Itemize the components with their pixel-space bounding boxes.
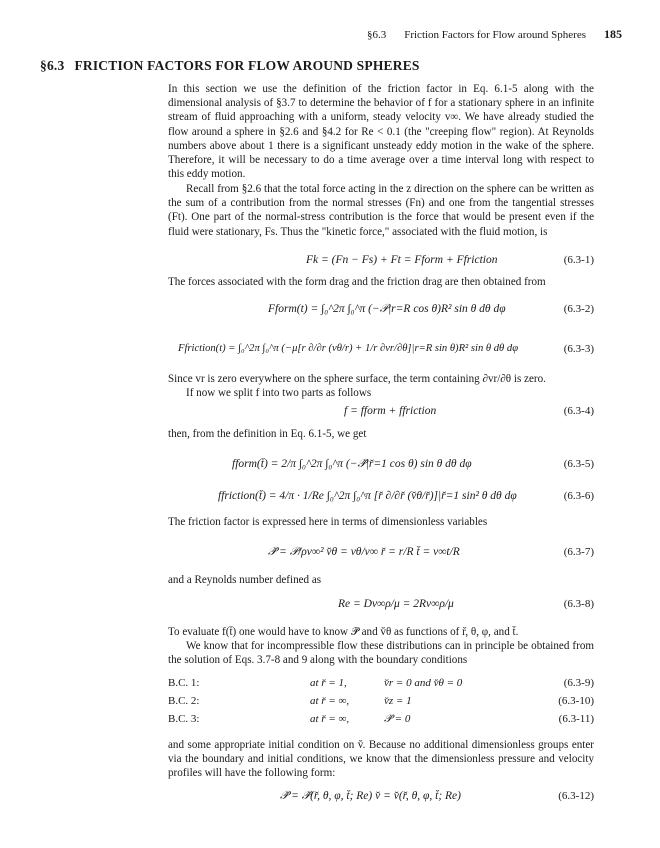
paragraph-text: We know that for incompressible flow these distributions can in principle be obtained from the solution of Eqs. 3.7-8 and 9 along with the boundary conditions xyxy=(168,640,594,667)
equation-body: 𝒫̆ = 𝒫/ρv∞² v̆θ = vθ/v∞ r̆ = r/R t̆ = v∞t/R xyxy=(268,546,460,558)
equation-number: (6.3-12) xyxy=(558,790,594,802)
paragraph-forces xyxy=(168,275,594,289)
equation-body: Fform(t) = ∫₀^2π ∫₀^π (−𝒫|r=R cos θ)R² sin θ dθ dφ xyxy=(268,303,506,315)
section-heading xyxy=(40,58,420,74)
paragraph-dimensionless xyxy=(168,515,594,529)
bc-label: B.C. 2: xyxy=(168,695,200,707)
bc-condition: at r̆ = ∞, xyxy=(310,695,350,707)
bc-value: v̆r = 0 and v̆θ = 0 xyxy=(384,677,463,689)
paragraph-evaluate xyxy=(168,625,594,668)
running-head-section: §6.3 xyxy=(366,29,387,41)
bc-label: B.C. 3: xyxy=(168,713,200,725)
paragraph-text: and some appropriate initial condition on v̆. Because no additional dimensionless groups enter via the boundary and initial conditions, we know that the dimensionless pressure and velocity profiles will have the following form: xyxy=(168,739,594,780)
equation-number: (6.3-6) xyxy=(563,490,594,502)
page-number: 185 xyxy=(604,27,622,41)
paragraph-text: and a Reynolds number defined as xyxy=(168,574,322,586)
paragraph-since xyxy=(168,372,594,400)
section-title-text: FRICTION FACTORS FOR FLOW AROUND SPHERES xyxy=(74,58,420,73)
paragraph-text: If now we split f into two parts as follows xyxy=(186,387,372,400)
paragraph-final xyxy=(168,738,594,781)
section-number: §6.3 xyxy=(40,58,65,73)
paragraph-text: In this section we use the definition of the friction factor in Eq. 6.1-5 along with the dimensional analysis of §3.7 to determine the behavior of f for a stationary sphere in an infinite stream of fluid approaching with a uniform, steady velocity v∞. We have already studied the flow around a sphere in §2.6 and §4.2 for Re < 0.1 (the "creeping flow" region). At Reynolds numbers above about 1 there is a significant unsteady eddy motion in the wake of the sphere. Therefore, it will be necessary to do a time average over a time interval long with respect to this eddy motion. xyxy=(168,83,594,181)
equation-number: (6.3-9) xyxy=(563,677,594,689)
paragraph-text: then, from the definition in Eq. 6.1-5, we get xyxy=(168,428,367,440)
paragraph-text: The friction factor is expressed here in terms of dimensionless variables xyxy=(168,516,488,528)
equation-number: (6.3-3) xyxy=(563,343,594,355)
equation-number: (6.3-8) xyxy=(563,598,594,610)
equation-body: Fk = (Fn − Fs) + Ft = Fform + Ffriction xyxy=(306,254,498,266)
equation-number: (6.3-4) xyxy=(563,405,594,417)
running-head-title: Friction Factors for Flow around Spheres xyxy=(404,29,586,41)
paragraph-text: To evaluate f(t̆) one would have to know 𝒫̆ and v̆θ as functions of r̆, θ, φ, and t̆. xyxy=(168,626,519,638)
equation-body: Ffriction(t) = ∫₀^2π ∫₀^π (−μ[r ∂/∂r (vθ/r) + 1/r ∂vr/∂θ]|r=R sin θ)R² sin θ dθ dφ xyxy=(178,343,519,354)
bc-label: B.C. 1: xyxy=(168,677,200,689)
equation-body: Re = Dv∞ρ/μ = 2Rv∞ρ/μ xyxy=(338,598,454,610)
paragraph-text: The forces associated with the form drag and the friction drag are then obtained from xyxy=(168,276,546,288)
bc-value: 𝒫̆ = 0 xyxy=(384,713,411,725)
equation-body: ffriction(t̆) = 4/π · 1/Re ∫₀^2π ∫₀^π [r̆ ∂/∂r̆ (v̆θ/r̆)]|r̆=1 sin² θ dθ dφ xyxy=(218,490,517,502)
running-head xyxy=(367,27,622,42)
paragraph-intro xyxy=(168,82,594,181)
paragraph-then xyxy=(168,427,594,441)
equation-number: (6.3-10) xyxy=(558,695,594,707)
paragraph-recall xyxy=(168,182,594,239)
equation-number: (6.3-7) xyxy=(563,546,594,558)
equation-body: 𝒫̆ = 𝒫̆(r̆, θ, φ, t̆; Re) v̆ = v̆(r̆, θ, φ, t̆; Re) xyxy=(280,790,461,802)
paragraph-text: Since vr is zero everywhere on the sphere surface, the term containing ∂vr/∂θ is zero. xyxy=(168,373,546,385)
equation-body: f = fform + ffriction xyxy=(344,405,437,417)
paragraph-text: Recall from §2.6 that the total force acting in the z direction on the sphere can be written as the sum of a contribution from the normal stresses (Fn) and one from the tangential stresses (Ft). One part of the normal-stress contribution is the force that would be present even if the fluid were stationary, Fs. Thus the "kinetic force," associated with the fluid motion, is xyxy=(168,183,594,238)
bc-condition: at r̆ = 1, xyxy=(310,677,347,689)
equation-body: fform(t̆) = 2/π ∫₀^2π ∫₀^π (−𝒫̆|r̆=1 cos θ) sin θ dθ dφ xyxy=(232,458,472,470)
equation-number: (6.3-5) xyxy=(563,458,594,470)
equation-number: (6.3-2) xyxy=(563,303,594,315)
equation-number: (6.3-11) xyxy=(558,713,594,725)
bc-value: v̆z = 1 xyxy=(384,695,412,707)
paragraph-reynolds xyxy=(168,573,594,587)
equation-number: (6.3-1) xyxy=(563,254,594,266)
bc-condition: at r̆ = ∞, xyxy=(310,713,350,725)
